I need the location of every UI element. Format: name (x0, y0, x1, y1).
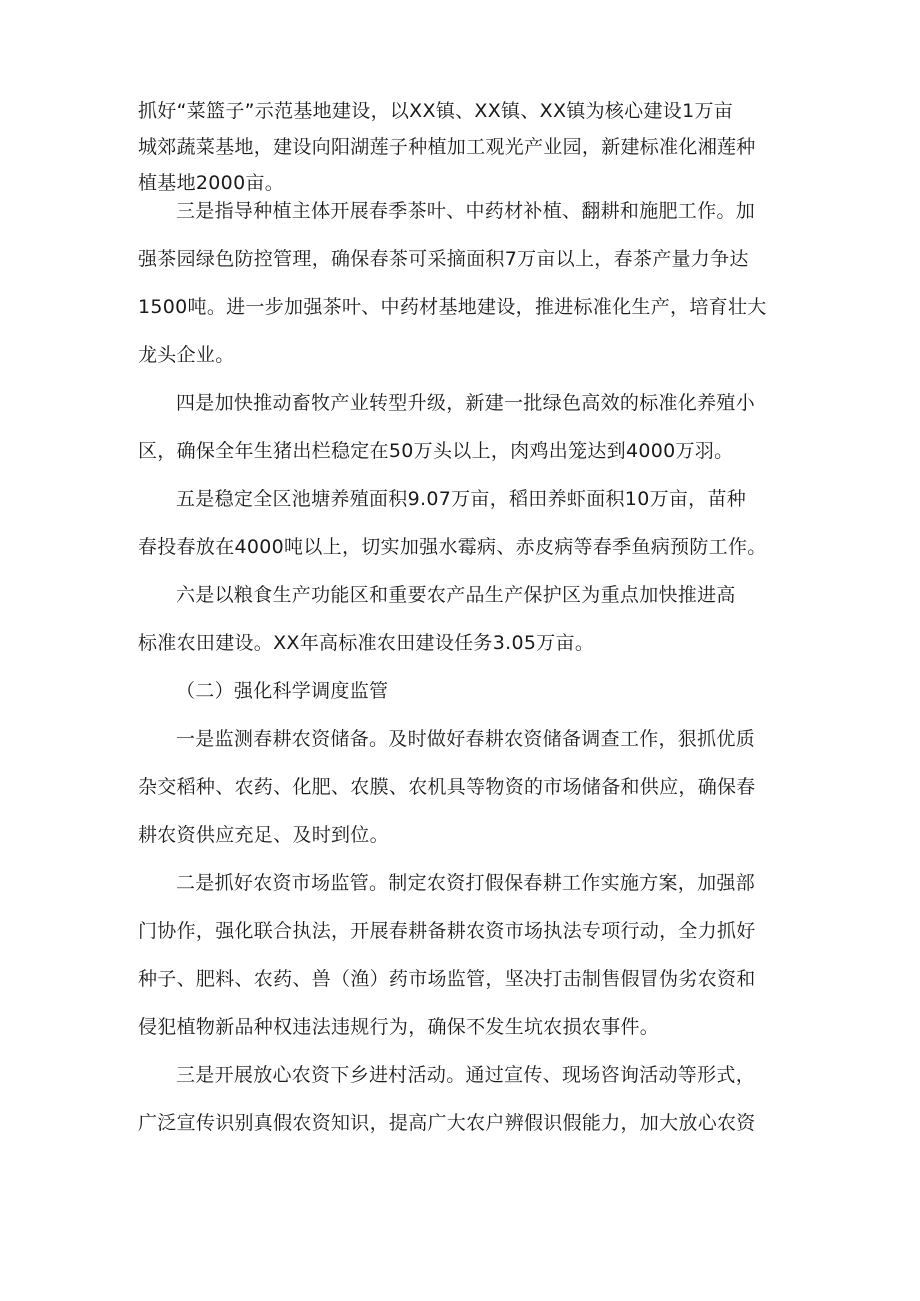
text-line: 抓好“菜篮子”示范基地建设，以XX镇、XX镇、XX镇为核心建设1万亩 (138, 100, 734, 122)
text-line: 强茶园绿色防控管理，确保春茶可采摘面积7万亩以上，春茶产量力争达 (138, 248, 749, 270)
text-line: 区，确保全年生猪出栏稳定在50万头以上，肉鸡出笼达到4000万羽。 (138, 440, 734, 462)
text-line: 植基地2000亩。 (138, 172, 285, 194)
text-line: 三是指导种植主体开展春季茶叶、中药材补植、翻耕和施肥工作。加 (176, 200, 756, 222)
text-line: 标准农田建设。XX年高标准农田建设任务3.05万亩。 (138, 632, 595, 654)
paragraph-supply-monitoring (138, 727, 788, 871)
text-line: 杂交稻种、农药、化肥、农膜、农机具等物资的市场储备和供应，确保春 (138, 776, 756, 798)
paragraph-farmland (138, 583, 788, 679)
section-heading (176, 679, 826, 703)
text-line: 种子、肥料、农药、兽（渔）药市场监管，坚决打击制售假冒伪劣农资和 (138, 968, 756, 990)
paragraph-livestock (138, 391, 788, 487)
text-line: 城郊蔬菜基地，建设向阳湖莲子种植加工观光产业园，新建标准化湘莲种 (138, 136, 756, 158)
text-line: 一是监测春耕农资储备。及时做好春耕农资储备调查工作，狠抓优质 (176, 728, 756, 750)
text-line: 龙头企业。 (138, 344, 235, 366)
text-line: 春投春放在4000吨以上，切实加强水霉病、赤皮病等春季鱼病预防工作。 (138, 536, 767, 558)
text-line: 六是以粮食生产功能区和重要农产品生产保护区为重点加快推进高 (176, 584, 736, 606)
text-line: 1500吨。进一步加强茶叶、中药材基地建设，推进标准化生产，培育壮大 (138, 296, 767, 318)
text-line: 门协作，强化联合执法，开展春耕备耕农资市场执法专项行动，全力抓好 (138, 920, 756, 942)
text-line: 五是稳定全区池塘养殖面积9.07万亩，稻田养虾面积10万亩，苗种 (176, 488, 747, 510)
paragraph-market-supervision (138, 871, 788, 1063)
text-line: 二是抓好农资市场监管。制定农资打假保春耕工作实施方案，加强部 (176, 872, 756, 894)
text-line: 侵犯植物新品种权违法违规行为，确保不发生坑农损农事件。 (138, 1016, 660, 1038)
text-line: 三是开展放心农资下乡进村活动。通过宣传、现场咨询活动等形式， (176, 1064, 756, 1086)
section-heading-text: （二）强化科学调度监管 (176, 680, 389, 702)
paragraph-vegetable-base (138, 99, 788, 207)
text-line: 耕农资供应充足、及时到位。 (138, 824, 389, 846)
paragraph-village-campaign (138, 1063, 788, 1159)
text-line: 广泛宣传识别真假农资知识，提高广大农户辨假识假能力，加大放心农资 (138, 1112, 756, 1134)
paragraph-aquaculture (138, 487, 788, 583)
paragraph-tea-herbs (138, 199, 788, 391)
text-line: 四是加快推动畜牧产业转型升级，新建一批绿色高效的标准化养殖小 (176, 392, 756, 414)
